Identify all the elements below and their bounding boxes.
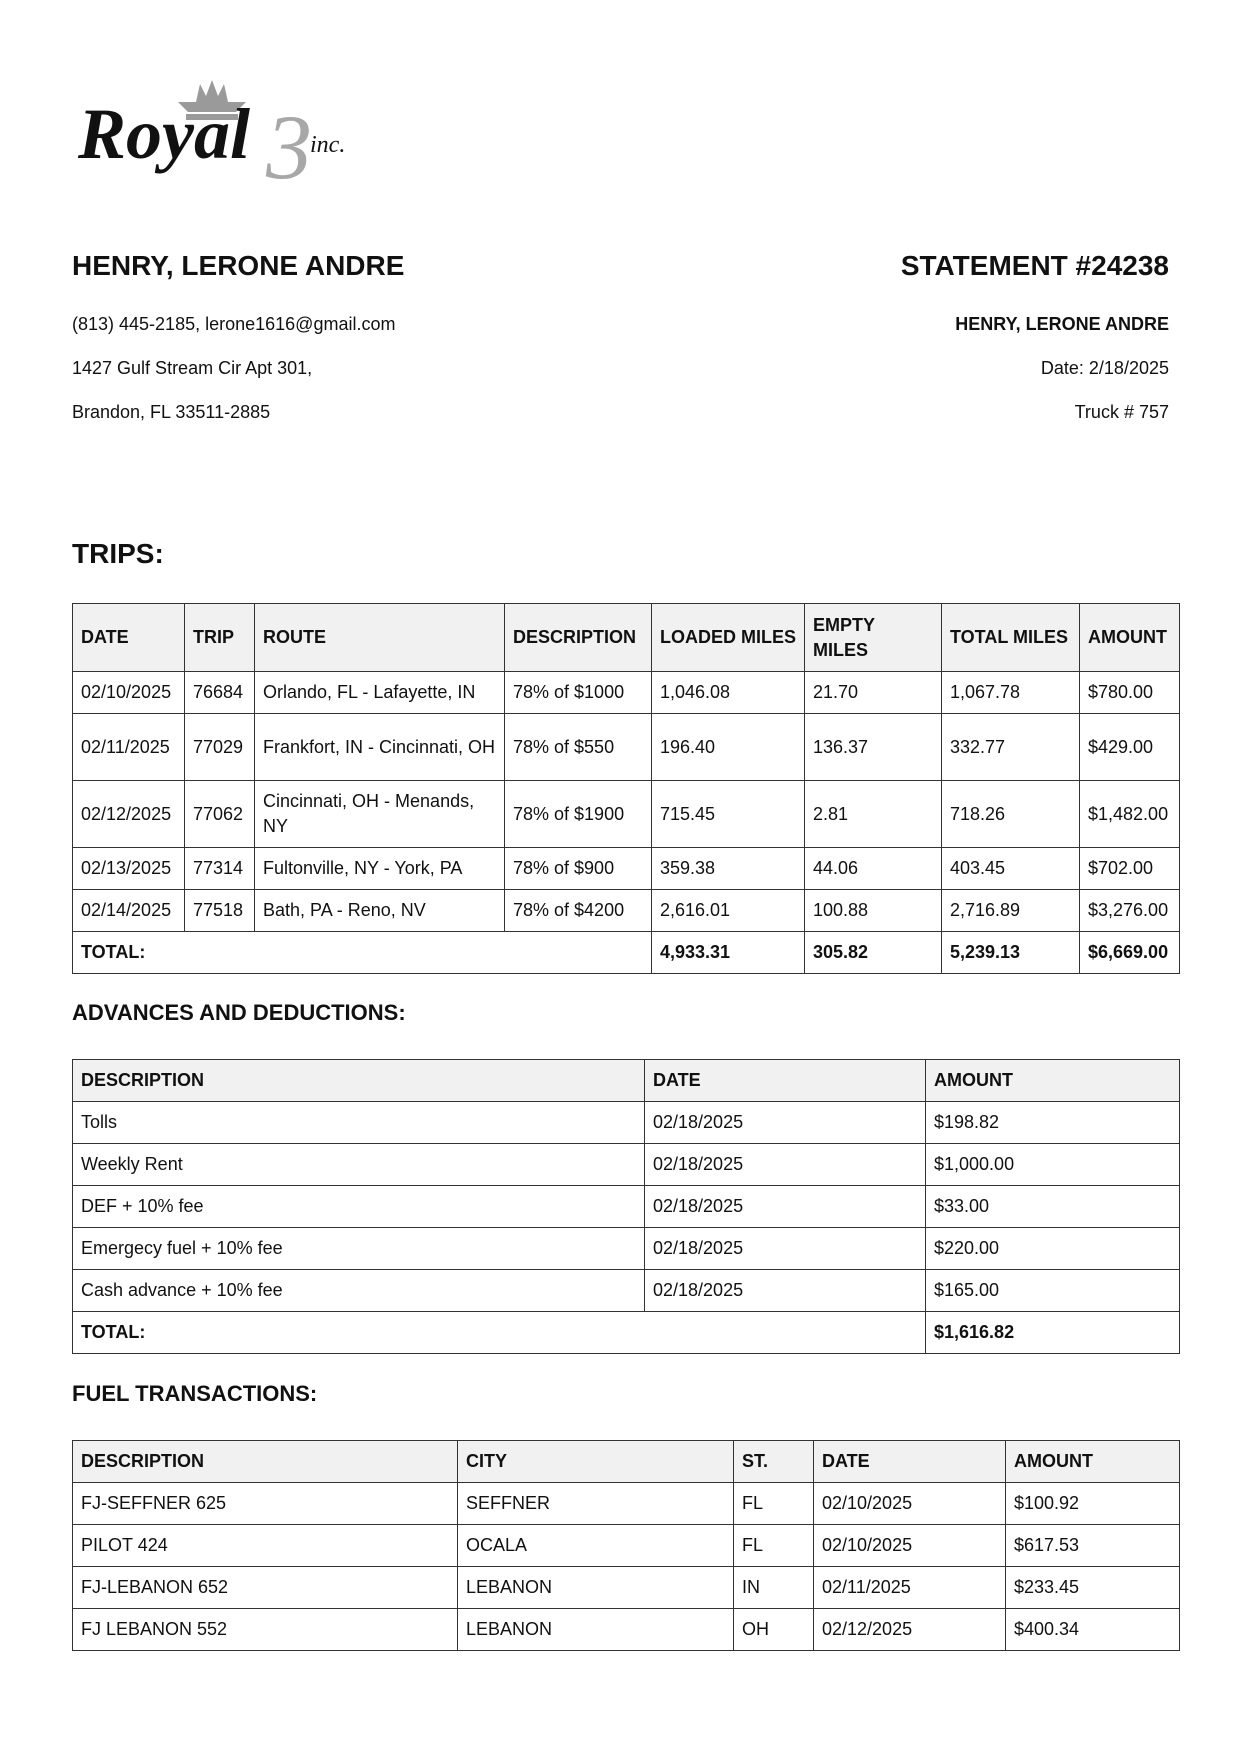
deduction-date: 02/18/2025 [645,1186,926,1228]
fuel-table [72,1440,1180,1651]
table-row [73,1483,1180,1525]
trip-amount: $702.00 [1080,848,1180,890]
fuel-date: 02/10/2025 [814,1483,1006,1525]
fuel-col-state: ST. [734,1441,814,1483]
table-row [73,1567,1180,1609]
trips-col-empty-miles: EMPTY MILES [805,604,942,672]
table-row [73,1102,1180,1144]
deduction-description: Weekly Rent [73,1144,645,1186]
trip-total-miles: 2,716.89 [942,890,1080,932]
truck-number: Truck # 757 [1074,402,1169,422]
fuel-col-description: DESCRIPTION [73,1441,458,1483]
trips-col-description: DESCRIPTION [505,604,652,672]
fuel-col-city: CITY [458,1441,734,1483]
deduction-description: DEF + 10% fee [73,1186,645,1228]
deductions-col-amount: AMOUNT [926,1060,1180,1102]
trips-title: TRIPS: [72,538,164,569]
trip-empty-miles: 2.81 [805,781,942,848]
trip-total-miles: 1,067.78 [942,672,1080,714]
trips-total-label: TOTAL: [73,932,652,974]
trip-amount: $1,482.00 [1080,781,1180,848]
trip-loaded-miles: 715.45 [652,781,805,848]
trips-col-trip: TRIP [185,604,255,672]
trip-description: 78% of $1000 [505,672,652,714]
svg-text:inc.: inc. [310,132,346,158]
table-row [73,1609,1180,1651]
deduction-date: 02/18/2025 [645,1102,926,1144]
trips-table [72,603,1180,974]
trips-header-row [73,604,1180,672]
table-row [73,781,1180,848]
fuel-city: LEBANON [458,1609,734,1651]
table-row [73,1186,1180,1228]
trip-number: 77062 [185,781,255,848]
trip-empty-miles: 21.70 [805,672,942,714]
fuel-col-date: DATE [814,1441,1006,1483]
trip-amount: $780.00 [1080,672,1180,714]
trip-description: 78% of $1900 [505,781,652,848]
trip-empty-miles: 136.37 [805,714,942,781]
fuel-amount: $233.45 [1006,1567,1180,1609]
table-row [73,1525,1180,1567]
fuel-city: SEFFNER [458,1483,734,1525]
deductions-col-description: DESCRIPTION [73,1060,645,1102]
svg-text:3: 3 [266,96,312,192]
trip-number: 77029 [185,714,255,781]
trips-col-date: DATE [73,604,185,672]
table-row [73,848,1180,890]
trip-loaded-miles: 1,046.08 [652,672,805,714]
trip-loaded-miles: 359.38 [652,848,805,890]
fuel-col-amount: AMOUNT [1006,1441,1180,1483]
deduction-amount: $33.00 [926,1186,1180,1228]
deductions-total-amount: $1,616.82 [926,1312,1180,1354]
trips-col-loaded-miles: LOADED MILES [652,604,805,672]
trip-loaded-miles: 196.40 [652,714,805,781]
driver-address-line1: 1427 Gulf Stream Cir Apt 301, [72,358,313,378]
driver-contact: (813) 445-2185, lerone1616@gmail.com [72,314,396,334]
trip-date: 02/13/2025 [73,848,185,890]
fuel-header-row [73,1441,1180,1483]
fuel-state: OH [734,1609,814,1651]
deduction-description: Tolls [73,1102,645,1144]
deductions-table [72,1059,1180,1354]
fuel-description: PILOT 424 [73,1525,458,1567]
deduction-date: 02/18/2025 [645,1228,926,1270]
trip-date: 02/10/2025 [73,672,185,714]
deduction-amount: $1,000.00 [926,1144,1180,1186]
fuel-description: FJ-SEFFNER 625 [73,1483,458,1525]
trip-empty-miles: 100.88 [805,890,942,932]
fuel-state: FL [734,1483,814,1525]
trip-total-miles: 403.45 [942,848,1080,890]
trip-date: 02/11/2025 [73,714,185,781]
trips-total-loaded: 4,933.31 [652,932,805,974]
deductions-total-label: TOTAL: [73,1312,926,1354]
company-logo [78,80,378,192]
trips-col-total-miles: TOTAL MILES [942,604,1080,672]
trips-total-row [73,932,1180,974]
trips-total-empty: 305.82 [805,932,942,974]
fuel-amount: $617.53 [1006,1525,1180,1567]
deductions-title: ADVANCES AND DEDUCTIONS: [72,1000,406,1025]
fuel-amount: $400.34 [1006,1609,1180,1651]
driver-address-line2: Brandon, FL 33511-2885 [72,402,271,422]
trip-date: 02/14/2025 [73,890,185,932]
statement-driver-name: HENRY, LERONE ANDRE [955,314,1169,334]
trip-empty-miles: 44.06 [805,848,942,890]
trips-total-amount: $6,669.00 [1080,932,1180,974]
deduction-description: Cash advance + 10% fee [73,1270,645,1312]
table-row [73,1270,1180,1312]
fuel-state: FL [734,1525,814,1567]
trip-description: 78% of $550 [505,714,652,781]
table-row [73,1144,1180,1186]
trip-route: Frankfort, IN - Cincinnati, OH [255,714,505,781]
fuel-amount: $100.92 [1006,1483,1180,1525]
trip-total-miles: 718.26 [942,781,1080,848]
trip-description: 78% of $4200 [505,890,652,932]
trip-number: 77314 [185,848,255,890]
deductions-header-row [73,1060,1180,1102]
fuel-title: FUEL TRANSACTIONS: [72,1381,318,1406]
trip-route: Cincinnati, OH - Menands, NY [255,781,505,848]
deduction-description: Emergecy fuel + 10% fee [73,1228,645,1270]
trip-amount: $3,276.00 [1080,890,1180,932]
table-row [73,714,1180,781]
fuel-state: IN [734,1567,814,1609]
fuel-city: OCALA [458,1525,734,1567]
crown-logo-icon [78,80,378,192]
deductions-col-date: DATE [645,1060,926,1102]
driver-name-heading: HENRY, LERONE ANDRE [72,250,405,281]
table-row [73,890,1180,932]
deduction-amount: $198.82 [926,1102,1180,1144]
fuel-description: FJ LEBANON 552 [73,1609,458,1651]
fuel-date: 02/10/2025 [814,1525,1006,1567]
fuel-description: FJ-LEBANON 652 [73,1567,458,1609]
deductions-total-row [73,1312,1180,1354]
trip-route: Fultonville, NY - York, PA [255,848,505,890]
trip-number: 77518 [185,890,255,932]
trip-loaded-miles: 2,616.01 [652,890,805,932]
trip-amount: $429.00 [1080,714,1180,781]
table-row [73,672,1180,714]
svg-text:Royal: Royal [78,94,250,174]
trip-total-miles: 332.77 [942,714,1080,781]
deduction-date: 02/18/2025 [645,1270,926,1312]
fuel-date: 02/11/2025 [814,1567,1006,1609]
statement-title: STATEMENT #24238 [900,250,1169,281]
deduction-date: 02/18/2025 [645,1144,926,1186]
trip-description: 78% of $900 [505,848,652,890]
trips-col-amount: AMOUNT [1080,604,1180,672]
fuel-date: 02/12/2025 [814,1609,1006,1651]
fuel-city: LEBANON [458,1567,734,1609]
trip-date: 02/12/2025 [73,781,185,848]
trip-number: 76684 [185,672,255,714]
trips-col-route: ROUTE [255,604,505,672]
trip-route: Bath, PA - Reno, NV [255,890,505,932]
deduction-amount: $220.00 [926,1228,1180,1270]
deduction-amount: $165.00 [926,1270,1180,1312]
trips-total-miles: 5,239.13 [942,932,1080,974]
table-row [73,1228,1180,1270]
trip-route: Orlando, FL - Lafayette, IN [255,672,505,714]
statement-date: Date: 2/18/2025 [1040,358,1169,378]
